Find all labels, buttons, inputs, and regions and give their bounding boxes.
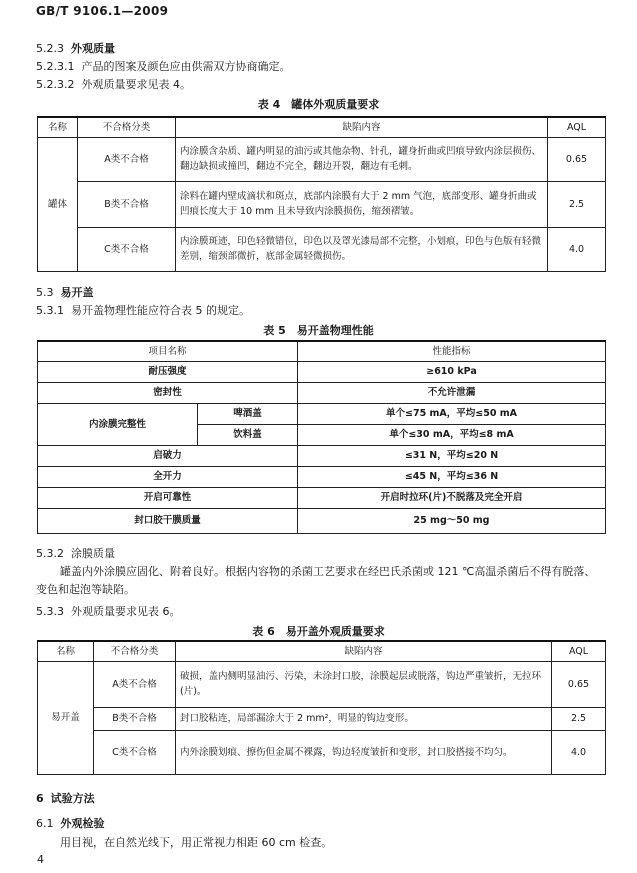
clause-number: 5.2.3.2	[36, 78, 75, 91]
item-value: 单个≤75 mA，平均≤50 mA	[298, 403, 606, 424]
clause-number: 5.3.3	[36, 605, 64, 618]
table-row	[38, 508, 606, 533]
table-row	[38, 403, 606, 424]
table-row	[38, 382, 606, 403]
section-number: 5.3	[36, 286, 54, 299]
aql-value: 2.5	[552, 707, 606, 730]
table-5-caption: 表 5 易开盖物理性能	[263, 324, 374, 337]
aql-value: 4.0	[548, 227, 606, 271]
table-4	[37, 116, 606, 272]
clause-5-2-3-1	[36, 58, 290, 74]
item-name: 启破力	[38, 445, 298, 466]
defect-class: A类不合格	[78, 137, 176, 181]
page-number: 4	[37, 853, 44, 866]
item-name: 内涂膜完整性	[38, 403, 198, 445]
header-item: 项目名称	[38, 341, 298, 361]
table-row	[38, 661, 606, 707]
clause-5-3-1	[36, 302, 250, 318]
table-row	[38, 466, 606, 487]
product-name: 罐体	[38, 137, 78, 271]
header-name: 名称	[38, 641, 94, 661]
defect-class: B类不合格	[78, 181, 176, 227]
table-6-caption: 表 6 易开盖外观质量要求	[252, 625, 385, 638]
header-class: 不合格分类	[94, 641, 176, 661]
defect-class: C类不合格	[94, 730, 176, 774]
table-header-row	[38, 641, 606, 661]
table-6	[37, 640, 606, 775]
defect-content: 破损，盖内侧明显油污、污染，未涂封口胶，涂膜起层或脱落，钩边严重皱折，无拉环(片)。	[176, 661, 552, 707]
clause-number: 5.3.1	[36, 304, 64, 317]
section-5-3-2-heading	[36, 545, 115, 561]
table-row	[38, 445, 606, 466]
clause-text: 产品的图案及颜色应由供需双方协商确定。	[81, 60, 291, 73]
section-6-1-heading	[36, 815, 105, 831]
defect-class: B类不合格	[94, 707, 176, 730]
section-6-heading	[36, 790, 95, 806]
defect-content: 内涂膜含杂质、罐内明显的油污或其他杂物、针孔，罐身折曲或凹痕导致内涂层损伤、翻边缺损或撞凹，翻边不完全，翻边开裂，翻边有毛刺。	[176, 137, 548, 181]
aql-value: 0.65	[548, 137, 606, 181]
table-header-row	[38, 117, 606, 137]
aql-value: 4.0	[552, 730, 606, 774]
header-name: 名称	[38, 117, 78, 137]
item-value: ≤45 N，平均≤36 N	[298, 466, 606, 487]
item-value: 单个≤30 mA，平均≤8 mA	[298, 424, 606, 445]
section-5-2-3-heading	[36, 40, 115, 56]
item-value: ≤31 N，平均≤20 N	[298, 445, 606, 466]
aql-value: 0.65	[552, 661, 606, 707]
section-title: 外观质量	[71, 42, 115, 55]
aql-value: 2.5	[548, 181, 606, 227]
table-header-row	[38, 341, 606, 361]
item-value: ≥610 kPa	[298, 361, 606, 382]
table-row	[38, 487, 606, 508]
table-row	[38, 707, 606, 730]
defect-content: 涂料在罐内壁成滴状和斑点，底部内涂膜有大于 2 mm 气泡，底部变形、罐身折曲或凹痕长度大于 10 mm 且未导致内涂膜损伤，缩颈褶皱。	[176, 181, 548, 227]
defect-content: 内涂膜斑迹，印色轻微错位，印色以及罩光漆局部不完整，小划痕，印色与色版有轻微差别，缩颈部微折，底部金属轻微损伤。	[176, 227, 548, 271]
header-spec: 性能指标	[298, 341, 606, 361]
item-name: 封口胶干膜质量	[38, 508, 298, 533]
defect-class: C类不合格	[78, 227, 176, 271]
section-5-3-heading	[36, 284, 94, 300]
item-name: 全开力	[38, 466, 298, 487]
clause-text: 外观质量要求见表 4。	[81, 78, 191, 91]
section-title: 试验方法	[50, 792, 95, 805]
table-row	[38, 361, 606, 382]
paragraph-5-3-2: 罐盖内外涂膜应固化、附着良好。根据内容物的杀菌工艺要求在经巴氏杀菌或 121 ℃高温杀菌后不得有脱落、变色和起泡等缺陷。	[36, 565, 596, 596]
standard-header: GB/T 9106.1—2009	[36, 4, 169, 18]
clause-number: 5.2.3.1	[36, 60, 75, 73]
section-title: 外观检验	[60, 817, 105, 830]
defect-class: A类不合格	[94, 661, 176, 707]
table-row	[38, 137, 606, 181]
item-name: 密封性	[38, 382, 298, 403]
clause-text: 外观质量要求见表 6。	[71, 605, 181, 618]
header-defect: 缺陷内容	[176, 117, 548, 137]
header-aql: AQL	[548, 117, 606, 137]
clause-text: 易开盖物理性能应符合表 5 的规定。	[71, 304, 250, 317]
table-row	[38, 730, 606, 774]
paragraph-6-1: 用目视，在自然光线下，用正常视力相距 60 cm 检查。	[60, 836, 333, 849]
section-title: 涂膜质量	[71, 547, 115, 560]
table-row	[38, 227, 606, 271]
section-number: 6.1	[36, 817, 54, 830]
section-number: 5.2.3	[36, 42, 64, 55]
header-defect: 缺陷内容	[176, 641, 552, 661]
defect-content: 内外涂膜划痕、擦伤但金属不裸露，钩边轻度皱折和变形，封口胶搭接不均匀。	[176, 730, 552, 774]
section-number: 5.3.2	[36, 547, 64, 560]
clause-5-2-3-2	[36, 76, 191, 92]
table-row	[38, 181, 606, 227]
item-name: 耐压强度	[38, 361, 298, 382]
item-value: 25 mg～50 mg	[298, 508, 606, 533]
header-class: 不合格分类	[78, 117, 176, 137]
defect-content: 封口胶粘连，局部漏涂大于 2 mm²，明显的钩边变形。	[176, 707, 552, 730]
sub-item-name: 饮料盖	[198, 424, 298, 445]
item-value: 开启时拉环(片)不脱落及完全开启	[298, 487, 606, 508]
sub-item-name: 啤酒盖	[198, 403, 298, 424]
section-title: 易开盖	[60, 286, 94, 299]
table-4-caption: 表 4 罐体外观质量要求	[257, 98, 380, 111]
item-name: 开启可靠性	[38, 487, 298, 508]
table-5	[37, 340, 606, 534]
section-number: 6	[36, 792, 44, 805]
header-aql: AQL	[552, 641, 606, 661]
item-value: 不允许泄漏	[298, 382, 606, 403]
clause-5-3-3	[36, 603, 181, 619]
product-name: 易开盖	[38, 661, 94, 774]
